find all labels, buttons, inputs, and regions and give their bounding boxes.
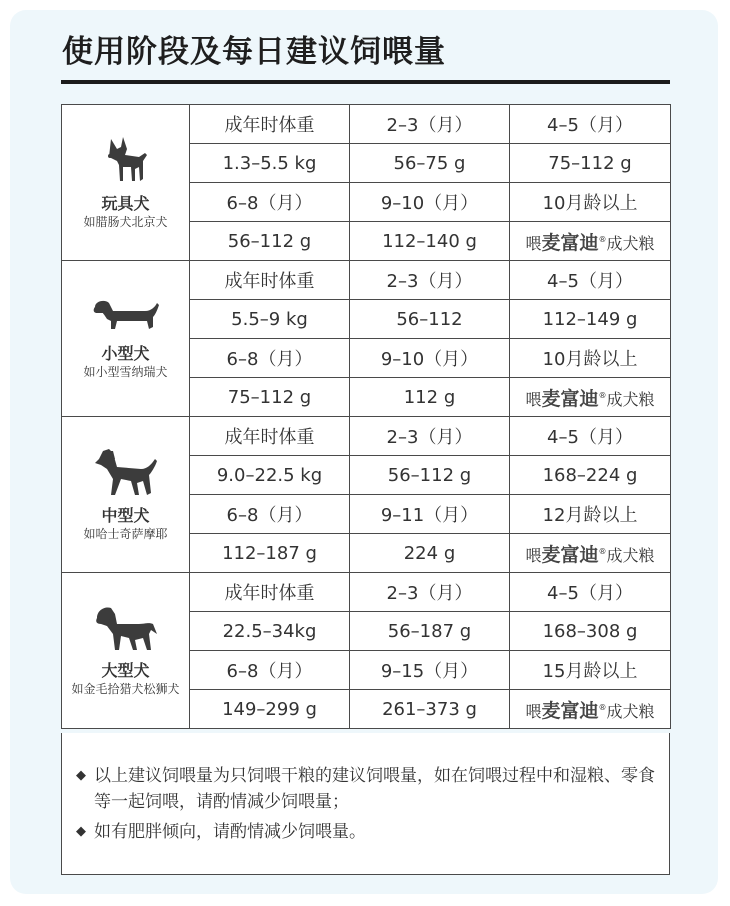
table-row — [62, 261, 671, 300]
table-cell: 56–187 g — [350, 612, 510, 651]
table-cell: 4–5（月） — [510, 105, 671, 144]
food-recommendation — [510, 690, 671, 729]
table-cell: 成年时体重 — [190, 261, 350, 300]
food-recommendation — [510, 378, 671, 417]
table-cell: 56–112 — [350, 300, 510, 339]
note-item — [76, 819, 656, 845]
table-cell: 224 g — [350, 534, 510, 573]
table-cell: 9–11（月） — [350, 495, 510, 534]
table-cell: 6–8（月） — [190, 339, 350, 378]
registered-mark-icon: ® — [598, 234, 607, 244]
table-cell: 12月龄以上 — [510, 495, 671, 534]
food-prefix: 喂 — [525, 389, 542, 409]
table-cell: 261–373 g — [350, 690, 510, 729]
registered-mark-icon: ® — [598, 390, 607, 400]
food-recommendation — [510, 222, 671, 261]
brand-name: 麦富迪 — [541, 231, 599, 254]
toy-dog-icon — [62, 135, 189, 192]
food-suffix: 成犬粮 — [606, 545, 655, 565]
table-cell: 168–224 g — [510, 456, 671, 495]
breed-example: 如哈士奇萨摩耶 — [83, 527, 168, 541]
breed-cell — [62, 261, 190, 417]
table-cell: 15月龄以上 — [510, 651, 671, 690]
table-cell: 4–5（月） — [510, 417, 671, 456]
table-cell: 112–149 g — [510, 300, 671, 339]
page-title: 使用阶段及每日建议饲喂量 — [62, 34, 446, 70]
table-cell: 168–308 g — [510, 612, 671, 651]
table-cell: 75–112 g — [190, 378, 350, 417]
note-text: 以上建议饲喂量为只饲喂干粮的建议饲喂量，如在饲喂过程中和湿粮、零食等一起饲喂，请酌情减少饲喂量； — [94, 766, 655, 812]
table-cell: 成年时体重 — [190, 573, 350, 612]
breed-name: 小型犬 — [101, 344, 150, 363]
table-cell: 112 g — [350, 378, 510, 417]
notes-box — [61, 733, 670, 875]
registered-mark-icon: ® — [598, 546, 607, 556]
diamond-bullet-icon: ◆ — [76, 768, 86, 783]
small-dog-icon — [62, 297, 189, 342]
table-cell: 2–3（月） — [350, 105, 510, 144]
breed-cell — [62, 573, 190, 729]
table-cell: 6–8（月） — [190, 495, 350, 534]
table-cell: 56–112 g — [190, 222, 350, 261]
table-cell: 9–10（月） — [350, 339, 510, 378]
breed-cell — [62, 417, 190, 573]
food-prefix: 喂 — [525, 545, 542, 565]
food-suffix: 成犬粮 — [606, 701, 655, 721]
table-cell: 6–8（月） — [190, 183, 350, 222]
table-cell: 2–3（月） — [350, 417, 510, 456]
breed-example: 如腊肠犬北京犬 — [83, 215, 168, 229]
registered-mark-icon: ® — [598, 702, 607, 712]
table-cell: 10月龄以上 — [510, 183, 671, 222]
note-item — [76, 763, 656, 815]
food-recommendation — [510, 534, 671, 573]
table-cell: 2–3（月） — [350, 261, 510, 300]
food-prefix: 喂 — [525, 233, 542, 253]
table-cell: 9–15（月） — [350, 651, 510, 690]
table-cell: 9–10（月） — [350, 183, 510, 222]
table-cell: 56–112 g — [350, 456, 510, 495]
title-divider — [61, 80, 670, 84]
large-dog-icon — [62, 604, 189, 659]
medium-dog-icon — [62, 447, 189, 504]
table-cell: 75–112 g — [510, 144, 671, 183]
table-row — [62, 417, 671, 456]
table-cell: 6–8（月） — [190, 651, 350, 690]
food-prefix: 喂 — [525, 701, 542, 721]
brand-name: 麦富迪 — [541, 387, 599, 410]
table-cell: 9.0–22.5 kg — [190, 456, 350, 495]
breed-example: 如小型雪纳瑞犬 — [83, 365, 168, 379]
breed-name: 大型犬 — [101, 661, 150, 680]
breed-cell — [62, 105, 190, 261]
table-cell: 56–75 g — [350, 144, 510, 183]
breed-example: 如金毛拾猎犬松狮犬 — [71, 682, 180, 696]
feeding-table — [61, 104, 671, 729]
breed-name: 中型犬 — [101, 506, 150, 525]
table-cell: 4–5（月） — [510, 573, 671, 612]
table-cell: 4–5（月） — [510, 261, 671, 300]
table-cell: 1.3–5.5 kg — [190, 144, 350, 183]
table-cell: 成年时体重 — [190, 105, 350, 144]
food-suffix: 成犬粮 — [606, 233, 655, 253]
table-cell: 149–299 g — [190, 690, 350, 729]
brand-name: 麦富迪 — [541, 543, 599, 566]
table-cell: 10月龄以上 — [510, 339, 671, 378]
table-cell: 112–187 g — [190, 534, 350, 573]
table-cell: 5.5–9 kg — [190, 300, 350, 339]
table-cell: 2–3（月） — [350, 573, 510, 612]
food-suffix: 成犬粮 — [606, 389, 655, 409]
table-cell: 成年时体重 — [190, 417, 350, 456]
brand-name: 麦富迪 — [541, 699, 599, 722]
table-row — [62, 573, 671, 612]
breed-name: 玩具犬 — [101, 194, 150, 213]
table-cell: 112–140 g — [350, 222, 510, 261]
table-row — [62, 105, 671, 144]
table-cell: 22.5–34kg — [190, 612, 350, 651]
diamond-bullet-icon: ◆ — [76, 824, 86, 839]
note-text: 如有肥胖倾向，请酌情减少饲喂量。 — [94, 822, 366, 842]
